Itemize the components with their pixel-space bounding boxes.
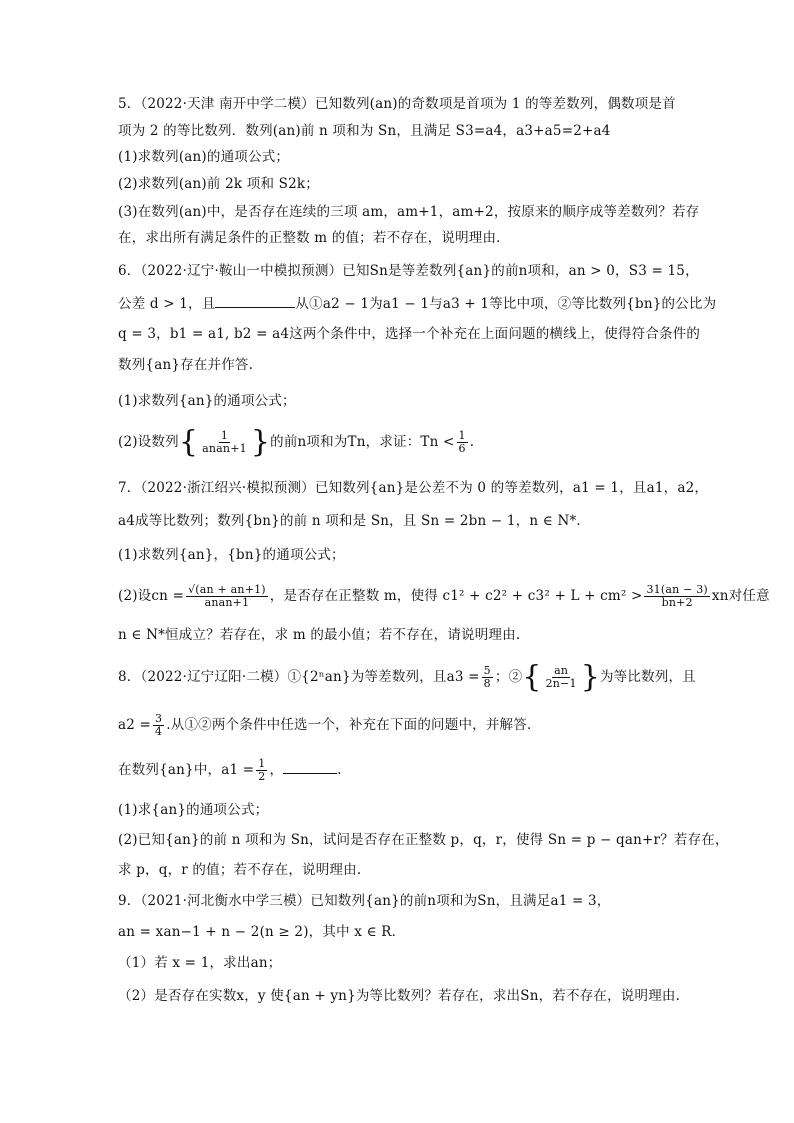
left-brace: { xyxy=(522,659,542,695)
problem-6-line-3: q = 3，b1 = a1, b2 = a4这两个条件中，选择一个补充在上面问题的横线上，使得符合条件的 xyxy=(118,326,701,342)
problem-5-part-1: (1)求数列(an)的通项公式； xyxy=(118,149,290,165)
problem-5-part-3-cont: 在，求出所有满足条件的正整数 m 的值；若不存在，说明理由． xyxy=(118,230,510,246)
problem-6-part-1: (1)求数列{an}的通项公式； xyxy=(118,393,296,409)
problem-5-part-2: (2)求数列(an)前 2k 项和 S2k； xyxy=(118,176,319,192)
problem-8-part-2: (2)已知{an}的前 n 项和为 Sn，试问是否存在正整数 p，q，r，使得 Sn = p − qan+r？若存在， xyxy=(118,832,729,848)
answer-blank xyxy=(283,759,337,774)
problem-6-line-2-end: 从①a2 − 1为a1 − 1与a3 + 1等比中项，②等比数列{bn}的公比为 xyxy=(295,296,717,312)
fraction-numerator: 31(an − 3) xyxy=(646,583,708,596)
problem-7-part-2-cont: n ∈ N*恒成立？若存在，求 m 的最小值；若不存在，请说明理由． xyxy=(118,627,530,643)
problem-8-line-2-start: a2 = xyxy=(118,717,152,733)
problem-8-line-3-start: 在数列{an}中，a1 = xyxy=(118,762,255,778)
left-brace: { xyxy=(178,424,199,460)
problem-7-line-2: a4成等比数列；数列{bn}的前 n 项和是 Sn，且 Sn = 2bn − 1，n ∈ N*． xyxy=(118,513,591,529)
fraction-numerator: 1 xyxy=(220,429,229,442)
fraction-one-half xyxy=(256,758,267,783)
fraction-numerator: 1 xyxy=(458,429,466,442)
problem-9-part-1: （1）若 x = 1，求出an； xyxy=(118,955,282,971)
fraction-numerator: 1 xyxy=(258,757,266,770)
problem-7-part-2-end: xn对任意 xyxy=(711,588,770,604)
problem-6-line-4: 数列{an}存在并作答. xyxy=(118,357,254,373)
fraction-numerator: 5 xyxy=(483,664,491,677)
problem-8-line-2-end: .从①②两个条件中任选一个，补充在下面的问题中，并解答． xyxy=(166,717,541,733)
problem-8-part-2-cont: 求 p，q，r 的值；若不存在，说明理由. xyxy=(118,862,362,878)
problem-8-line-1-start: 8．（2022·辽宁辽阳·二模）①{2ⁿan}为等差数列，且a3 = xyxy=(118,669,480,685)
fraction-numerator: 3 xyxy=(155,712,163,725)
problem-6-line-2-start: 公差 d > 1，且 xyxy=(118,296,216,312)
right-brace: } xyxy=(580,659,600,695)
problem-6-part-2-end: . xyxy=(469,434,475,450)
problem-7-part-2-mid: ，是否存在正整数 m，使得 c1² + c2² + c3² + L + cm² > xyxy=(269,588,643,604)
problem-8-line-1-end: 为等比数列，且 xyxy=(599,669,696,685)
fraction-denominator: 8 xyxy=(483,677,491,690)
fraction-three-quarters xyxy=(153,713,164,738)
problem-6-line-1: 6．（2022·辽宁·鞍山一中模拟预测）已知Sn是等差数列{an}的前n项和，an > 0，S3 = 15， xyxy=(118,263,699,279)
problem-8-line-1-mid: ；② xyxy=(494,669,523,685)
fraction-denominator: 2n−1 xyxy=(545,677,577,690)
problem-7-line-1: 7．（2022·浙江绍兴·模拟预测）已知数列{an}是公差不为 0 的等差数列，a1 = 1，且a1，a2， xyxy=(118,480,709,496)
fraction-numerator: √(an + an+1) xyxy=(188,583,266,596)
problem-7-part-2 xyxy=(118,584,770,609)
answer-blank xyxy=(215,293,295,308)
problem-7-part-1: (1)求数列{an}，{bn}的通项公式； xyxy=(118,547,345,563)
fraction-cn xyxy=(186,584,268,609)
problem-8-line-3-end: . xyxy=(337,762,342,778)
fraction-one-sixth xyxy=(457,430,468,455)
fraction-rhs xyxy=(644,584,709,609)
problem-5-part-3: (3)在数列(an)中，是否存在连续的三项 am，am+1，am+2，按原来的顺序成等差数列？若存 xyxy=(118,204,700,220)
problem-8-line-1 xyxy=(118,659,696,695)
problem-8-part-1: (1)求{an}的通项公式； xyxy=(118,802,269,818)
problem-8-line-2 xyxy=(118,713,541,738)
problem-8-line-3 xyxy=(118,758,342,783)
problem-7-part-2-start: (2)设cn = xyxy=(118,588,185,604)
problem-6-part-2-start: (2)设数列 xyxy=(118,434,179,450)
problem-8-line-3-mid: ， xyxy=(269,762,284,778)
fraction-1-over-anan1 xyxy=(200,430,249,455)
fraction-denominator: anan+1 xyxy=(202,442,247,455)
problem-5-line-2: 项为 2 的等比数列．数列(an)前 n 项和为 Sn，且满足 S3=a4，a3+a5=2+a4 xyxy=(118,123,611,139)
fraction-denominator: anan+1 xyxy=(204,596,250,609)
problem-6-part-2-mid: 的前n项和为Tn，求证：Tn < xyxy=(270,434,455,450)
problem-9-line-1: 9．（2021·河北衡水中学三模）已知数列{an}的前n项和为Sn，且满足a1 = 3， xyxy=(118,893,611,909)
problem-5-line-1: 5．（2022·天津 南开中学二模）已知数列(an)的奇数项是首项为 1 的等差数列，偶数项是首 xyxy=(118,96,676,112)
fraction-denominator: bn+2 xyxy=(661,596,693,609)
fraction-denominator: 6 xyxy=(458,442,466,455)
right-brace: } xyxy=(250,424,271,460)
problem-6-line-2 xyxy=(118,293,716,314)
problem-9-line-2: an = xan−1 + n − 2(n ≥ 2)，其中 x ∈ R． xyxy=(118,924,406,940)
fraction-denominator: 2 xyxy=(258,770,266,783)
fraction-numerator: an xyxy=(554,664,569,677)
fraction-five-eighths xyxy=(482,665,493,690)
fraction-an-over-2n-1 xyxy=(544,665,579,690)
problem-6-part-2 xyxy=(118,424,475,460)
fraction-denominator: 4 xyxy=(155,725,163,738)
problem-9-part-2: （2）是否存在实数x，y 使{an + yn}为等比数列？若存在，求出Sn，若不存在，说明理由. xyxy=(118,988,681,1004)
